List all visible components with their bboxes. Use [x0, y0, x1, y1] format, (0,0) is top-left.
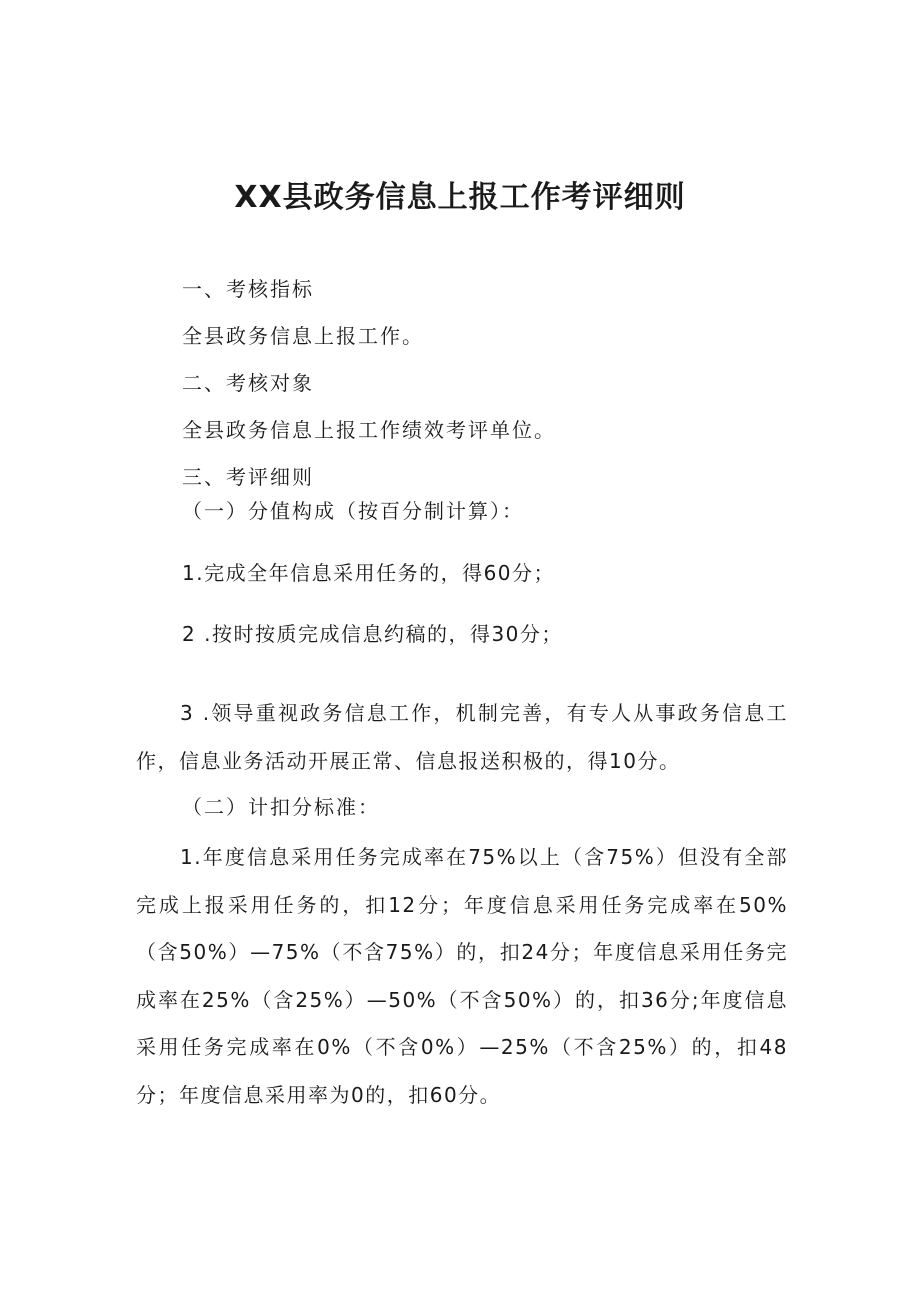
- section-2-text: 全县政务信息上报工作绩效考评单位。: [182, 418, 556, 442]
- section-3-heading: 三、考评细则: [182, 465, 314, 489]
- subsection-1-heading: （一）分值构成（按百分制计算）：: [182, 499, 524, 523]
- score-item-1: 1.完成全年信息采用任务的，得60分；: [182, 561, 556, 585]
- section-2-heading: 二、考核对象: [182, 371, 314, 395]
- section-1-text: 全县政务信息上报工作。: [182, 324, 424, 348]
- subsection-2-heading: （二）计扣分标准：: [182, 795, 380, 819]
- document-title: XX县政务信息上报工作考评细则: [234, 180, 686, 215]
- score-item-2: 2 .按时按质完成信息约稿的，得30分；: [182, 622, 563, 646]
- section-1-heading: 一、考核指标: [182, 277, 314, 301]
- score-item-3: 3 .领导重视政务信息工作，机制完善，有专人从事政务信息工作，信息业务活动开展正常、信息报送积极的，得10分。: [136, 701, 788, 773]
- deduction-rule-1: 1.年度信息采用任务完成率在75%以上（含75%）但没有全部完成上报采用任务的，扣12分；年度信息采用任务完成率在50%（含50%）—75%（不含75%）的，扣24分；年度信息采用任务完成率在25%（含25%）—50%（不含50%）的，扣36分;年度信息采用任务完成率在0%（不含0%）—25%（不含25%）的，扣48分；年度信息采用率为0的，扣60分。: [136, 845, 788, 1107]
